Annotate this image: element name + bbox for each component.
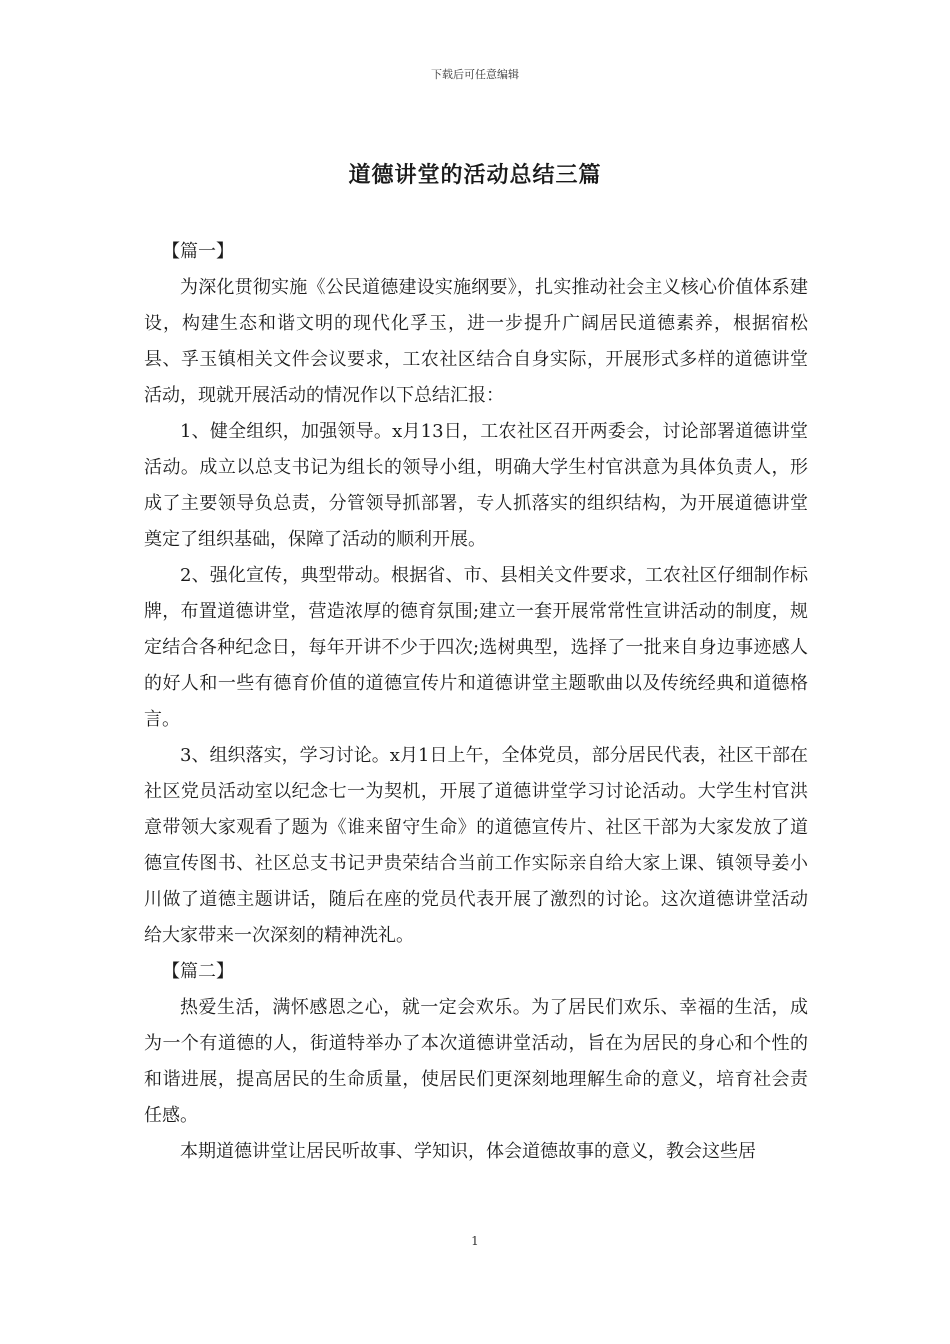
paragraph: 2、强化宣传，典型带动。根据省、市、县相关文件要求，工农社区仔细制作标牌，布置道德讲堂，营造浓厚的德育氛围;建立一套开展常常性宣讲活动的制度，规定结合各种纪念日，每年开讲不少于四次;选树典型，选择了一批来自身边事迹感人的好人和一些有德育价值的道德宣传片和道德讲堂主题歌曲以及传统经典和道德格言。 (144, 565, 808, 730)
paragraph: 本期道德讲堂让居民听故事、学知识，体会道德故事的意义，教会这些居 (180, 1141, 756, 1162)
section-heading-1: 【篇一】 (162, 241, 234, 262)
document-title: 道德讲堂的活动总结三篇 (348, 162, 602, 188)
paragraph: 热爱生活，满怀感恩之心，就一定会欢乐。为了居民们欢乐、幸福的生活，成为一个有道德的人，街道特举办了本次道德讲堂活动，旨在为居民的身心和个性的和谐进展，提高居民的生命质量，使居民们更深刻地理解生命的意义，培育社会责任感。 (144, 997, 808, 1126)
paragraph: 1、健全组织，加强领导。x月13日，工农社区召开两委会，讨论部署道德讲堂活动。成立以总支书记为组长的领导小组，明确大学生村官洪意为具体负责人，形成了主要领导负总责，分管领导抓部署，专人抓落实的组织结构，为开展道德讲堂奠定了组织基础，保障了活动的顺利开展。 (144, 421, 808, 550)
header-note: 下载后可任意编辑 (431, 68, 519, 81)
page-number: 1 (471, 1234, 479, 1248)
paragraph: 为深化贯彻实施《公民道德建设实施纲要》，扎实推动社会主义核心价值体系建设，构建生态和谐文明的现代化孚玉，进一步提升广阔居民道德素养，根据宿松县、孚玉镇相关文件会议要求，工农社区结合自身实际，开展形式多样的道德讲堂活动，现就开展活动的情况作以下总结汇报： (144, 277, 808, 406)
section-heading-2: 【篇二】 (162, 961, 234, 982)
paragraph: 3、组织落实，学习讨论。x月1日上午，全体党员，部分居民代表，社区干部在社区党员活动室以纪念七一为契机，开展了道德讲堂学习讨论活动。大学生村官洪意带领大家观看了题为《谁来留守生命》的道德宣传片、社区干部为大家发放了道德宣传图书、社区总支书记尹贵荣结合当前工作实际亲自给大家上课、镇领导姜小川做了道德主题讲话，随后在座的党员代表开展了激烈的讨论。这次道德讲堂活动给大家带来一次深刻的精神洗礼。 (144, 745, 808, 946)
document-body (144, 234, 808, 1170)
